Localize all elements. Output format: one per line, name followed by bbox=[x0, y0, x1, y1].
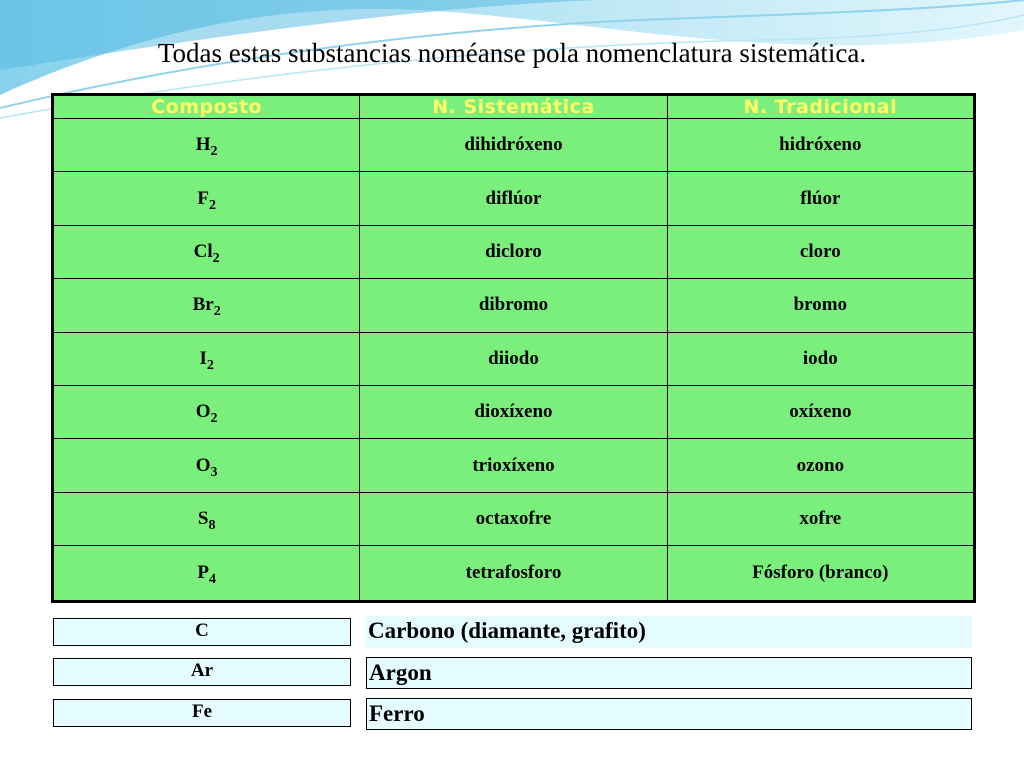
traditional-cell: hidróxeno bbox=[667, 119, 974, 172]
traditional-cell: oxíxeno bbox=[667, 386, 974, 439]
table-row bbox=[53, 332, 975, 385]
table-row bbox=[53, 172, 975, 225]
symbol-box-iron: Fe bbox=[53, 699, 351, 727]
traditional-cell: iodo bbox=[667, 332, 974, 385]
symbol-box-carbon: C bbox=[53, 618, 351, 646]
table-row bbox=[53, 439, 975, 492]
traditional-cell: cloro bbox=[667, 225, 974, 278]
compound-cell: $F_2$ bbox=[53, 172, 360, 225]
name-box-iron: Ferro bbox=[366, 698, 972, 730]
compound-cell: $P_4$ bbox=[53, 546, 360, 602]
name-box-carbon: Carbono (diamante, grafito) bbox=[366, 616, 972, 648]
systematic-cell: dibromo bbox=[360, 279, 667, 332]
traditional-cell: ozono bbox=[667, 439, 974, 492]
systematic-cell: diflúor bbox=[360, 172, 667, 225]
table-header-row bbox=[53, 95, 975, 119]
table-row bbox=[53, 225, 975, 278]
systematic-cell: trioxíxeno bbox=[360, 439, 667, 492]
name-box-argon: Argon bbox=[366, 657, 972, 689]
table-row bbox=[53, 119, 975, 172]
symbol-box-argon: Ar bbox=[53, 658, 351, 686]
compound-cell: $I_2$ bbox=[53, 332, 360, 385]
compound-cell: $H_2$ bbox=[53, 119, 360, 172]
compound-cell: $Br_2$ bbox=[53, 279, 360, 332]
traditional-cell: Fósforo (branco) bbox=[667, 546, 974, 602]
table-row bbox=[53, 279, 975, 332]
systematic-cell: diiodo bbox=[360, 332, 667, 385]
compound-cell: $O_3$ bbox=[53, 439, 360, 492]
compound-cell: $O_2$ bbox=[53, 386, 360, 439]
table-row bbox=[53, 546, 975, 602]
nomenclature-table bbox=[51, 93, 976, 603]
compound-cell: $Cl_2$ bbox=[53, 225, 360, 278]
header-composto: Composto bbox=[53, 95, 360, 119]
traditional-cell: bromo bbox=[667, 279, 974, 332]
traditional-cell: flúor bbox=[667, 172, 974, 225]
table-row bbox=[53, 386, 975, 439]
systematic-cell: dicloro bbox=[360, 225, 667, 278]
slide-title: Todas estas substancias noméanse pola nomenclatura sistemática. bbox=[157, 38, 867, 68]
header-systematic: N. Sistemática bbox=[360, 95, 667, 119]
traditional-cell: xofre bbox=[667, 492, 974, 545]
systematic-cell: tetrafosforo bbox=[360, 546, 667, 602]
compound-cell: $S_8$ bbox=[53, 492, 360, 545]
header-traditional: N. Tradicional bbox=[667, 95, 974, 119]
table-row bbox=[53, 492, 975, 545]
systematic-cell: octaxofre bbox=[360, 492, 667, 545]
systematic-cell: dihidróxeno bbox=[360, 119, 667, 172]
systematic-cell: dioxíxeno bbox=[360, 386, 667, 439]
